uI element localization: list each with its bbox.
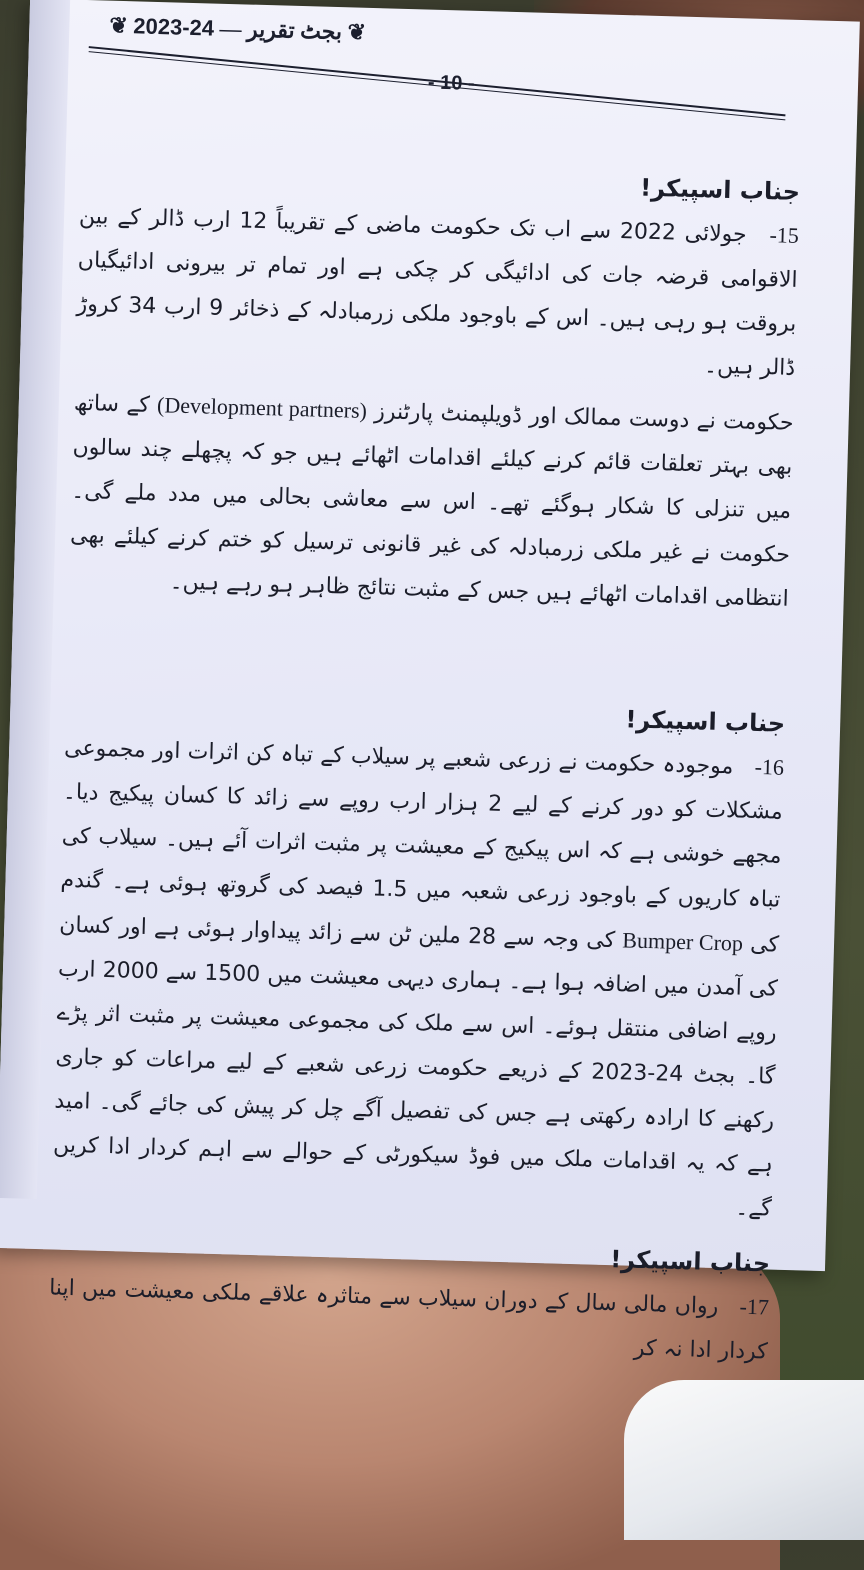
paragraph-17	[47, 1265, 769, 1374]
paragraph-number: 15-	[769, 222, 800, 248]
paragraph-15	[75, 194, 800, 391]
paragraph-text: موجودہ حکومت نے زرعی شعبے پر سیلاب کے تباہ کن اثرات اور مجموعی مشکلات کو دور کرنے کے لیے 2 ہزار ارب روپے سے زائد کا کسان پیکیج دیا۔ مجھے خوشی ہے کہ اس پیکیج کے معیشت پر مثبت اثرات آئے ہیں۔ سیلاب کی تباہ کاریوں کے باوجود زرعی شعبہ میں 1.5 فیصد کی گروتھ ہوئی ہے۔ گندم کی	[60, 735, 784, 958]
section-heading: جناب اسپیکر!	[609, 1245, 771, 1278]
paragraph-text: حکومت نے دوست ممالک اور ڈویلپمنٹ پارٹنرز	[373, 399, 794, 436]
paragraph-15-continued	[68, 381, 794, 622]
ornament-icon: ❦	[109, 12, 129, 39]
section-heading: جناب اسپیکر!	[639, 173, 801, 206]
latin-term: (Development partners)	[156, 392, 368, 423]
paragraph-number: 16-	[754, 753, 785, 780]
paragraph-16	[51, 726, 784, 1232]
paragraph-text: کی وجہ سے 28 ملین ٹن سے زائد پیداوار ہوئی ہے اور کسان کی آمدن میں اضافہ ہوا ہے۔ ہماری دیہی معیشت میں 1500 سے 2000 ارب روپے اضافی منتقل ہوئے۔ اس سے ملک کی مجموعی معیشت پر مثبت اثر پڑے گا۔ بجٹ 24-2023 کے ذریعے حکومت زرعی شعبے کے لیے مراعات کو جاری رکھنے کا ارادہ رکھتی ہے جس کی تفصیل آگے چل کر پیش کی جائے گی۔ امید ہے کہ یہ اقدامات ملک میں فوڈ سیکورٹی کے حوالے سے اہم کردار ادا کریں گے۔	[52, 912, 779, 1222]
section-heading: جناب اسپیکر!	[625, 705, 786, 738]
header-budget-label: بجٹ تقریر	[246, 16, 343, 45]
paragraph-text: جولائی 2022 سے اب تک حکومت ماضی کے تقریباً 12 ارب ڈالر کے بین الاقوامی قرضہ جات کی ادائیگی کر چکی ہے اور تمام تر بیرونی ادائیگیاں بروقت ہو رہی ہیں۔ اس کے باوجود ملکی زرمبادلہ کے ذخائر 9 ارب 34 کروڑ ڈالر ہیں۔	[76, 203, 798, 381]
page-number: - 10 -	[427, 71, 475, 95]
running-header: ❦ 2023-24 — بجٹ تقریر ❦	[109, 12, 367, 45]
latin-term: Bumper Crop	[622, 927, 744, 956]
paragraph-number: 17-	[739, 1293, 770, 1320]
paragraph-text: کے ساتھ بھی بہتر تعلقات قائم کرنے کیلئے اقدامات اٹھائے ہیں جو کہ پچھلے چند سالوں میں تنزلی کا شکار ہوگئے تھے۔ اس سے معاشی بحالی میں مدد ملے گی۔ حکومت نے غیر ملکی زرمبادلہ کی غیر قانونی ترسیل کو ختم کرنے کیلئے بھی انتظامی اقدامات اٹھائے ہیں جس کے مثبت نتائج ظاہر ہو رہے ہیں۔	[69, 390, 793, 612]
shirt-sleeve	[624, 1380, 864, 1540]
page-content	[47, 150, 801, 1385]
header-year: 2023-24	[133, 13, 215, 41]
paragraph-text: رواں مالی سال کے دوران سیلاب سے متاثرہ علاقے ملکی معیشت میں اپنا کردار ادا نہ کر	[48, 1275, 769, 1365]
ornament-icon: ❦	[347, 19, 367, 45]
